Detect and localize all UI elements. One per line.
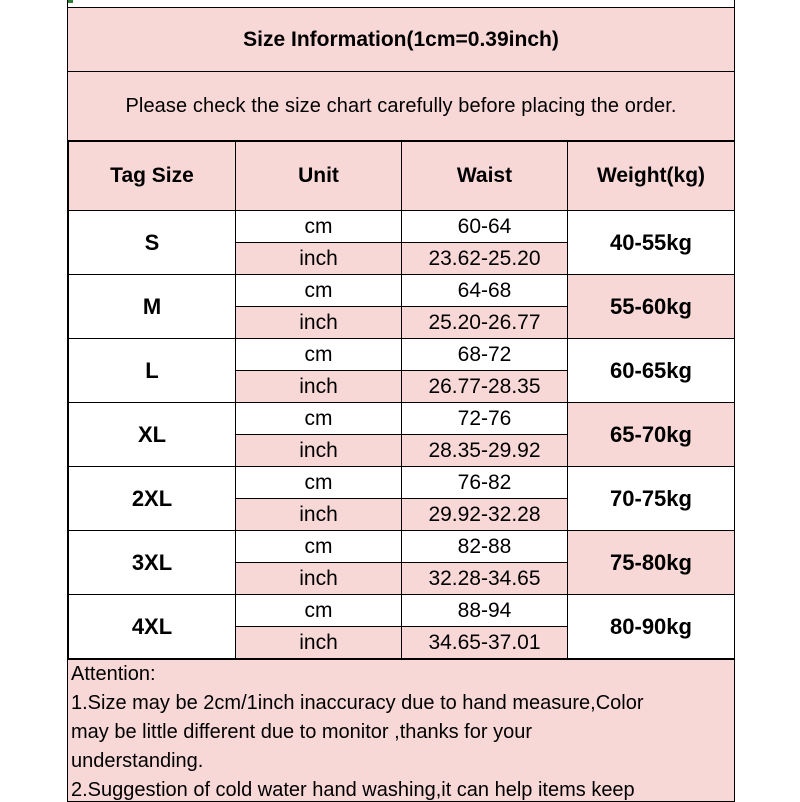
attention-line: understanding. (71, 750, 204, 772)
waist-cm: 82-88 (402, 531, 568, 563)
waist-inch: 29.92-32.28 (402, 499, 568, 531)
unit-inch: inch (236, 243, 402, 275)
table-row (69, 275, 735, 307)
table-row (69, 339, 735, 371)
weight-cell: 55-60kg (568, 275, 735, 339)
waist-cm: 88-94 (402, 595, 568, 627)
unit-inch: inch (236, 563, 402, 595)
attention-line: may be little different due to monitor ,thanks for your (71, 721, 532, 743)
unit-inch: inch (236, 307, 402, 339)
unit-inch: inch (236, 371, 402, 403)
weight-cell: 65-70kg (568, 403, 735, 467)
unit-cm: cm (236, 339, 402, 371)
header-weight: Weight(kg) (568, 142, 735, 211)
size-cell: 3XL (69, 531, 236, 595)
waist-cm: 68-72 (402, 339, 568, 371)
waist-cm: 60-64 (402, 211, 568, 243)
header-row (69, 142, 735, 211)
size-cell: L (69, 339, 236, 403)
unit-cm: cm (236, 531, 402, 563)
weight-cell: 70-75kg (568, 467, 735, 531)
size-cell: S (69, 211, 236, 275)
weight-cell: 60-65kg (568, 339, 735, 403)
unit-cm: cm (236, 467, 402, 499)
table-row (69, 595, 735, 627)
unit-cm: cm (236, 595, 402, 627)
size-cell: 2XL (69, 467, 236, 531)
size-cell: 4XL (69, 595, 236, 659)
attention-line: 2.Suggestion of cold water hand washing,it can help items keep (71, 779, 635, 801)
waist-cm: 76-82 (402, 467, 568, 499)
table-row (69, 211, 735, 243)
unit-cm: cm (236, 275, 402, 307)
table-row (69, 403, 735, 435)
unit-cm: cm (236, 211, 402, 243)
size-table (68, 141, 735, 659)
header-waist: Waist (402, 142, 568, 211)
weight-cell: 40-55kg (568, 211, 735, 275)
header-tag-size: Tag Size (69, 142, 236, 211)
waist-inch: 23.62-25.20 (402, 243, 568, 275)
table-row (69, 531, 735, 563)
size-cell: XL (69, 403, 236, 467)
waist-inch: 28.35-29.92 (402, 435, 568, 467)
size-chart (67, 0, 735, 802)
waist-inch: 25.20-26.77 (402, 307, 568, 339)
chart-title: Size Information(1cm=0.39inch) (68, 7, 734, 72)
waist-inch: 34.65-37.01 (402, 627, 568, 659)
order-notice: Please check the size chart carefully before placing the order. (68, 72, 734, 141)
header-unit: Unit (236, 142, 402, 211)
waist-inch: 32.28-34.65 (402, 563, 568, 595)
size-cell: M (69, 275, 236, 339)
unit-inch: inch (236, 435, 402, 467)
waist-cm: 64-68 (402, 275, 568, 307)
weight-cell: 80-90kg (568, 595, 735, 659)
attention-line: 1.Size may be 2cm/1inch inaccuracy due to hand measure,Color (71, 692, 644, 714)
waist-inch: 26.77-28.35 (402, 371, 568, 403)
attention-heading: Attention: (71, 663, 156, 685)
unit-inch: inch (236, 499, 402, 531)
unit-cm: cm (236, 403, 402, 435)
waist-cm: 72-76 (402, 403, 568, 435)
unit-inch: inch (236, 627, 402, 659)
table-row (69, 467, 735, 499)
weight-cell: 75-80kg (568, 531, 735, 595)
attention-notes (68, 659, 734, 802)
